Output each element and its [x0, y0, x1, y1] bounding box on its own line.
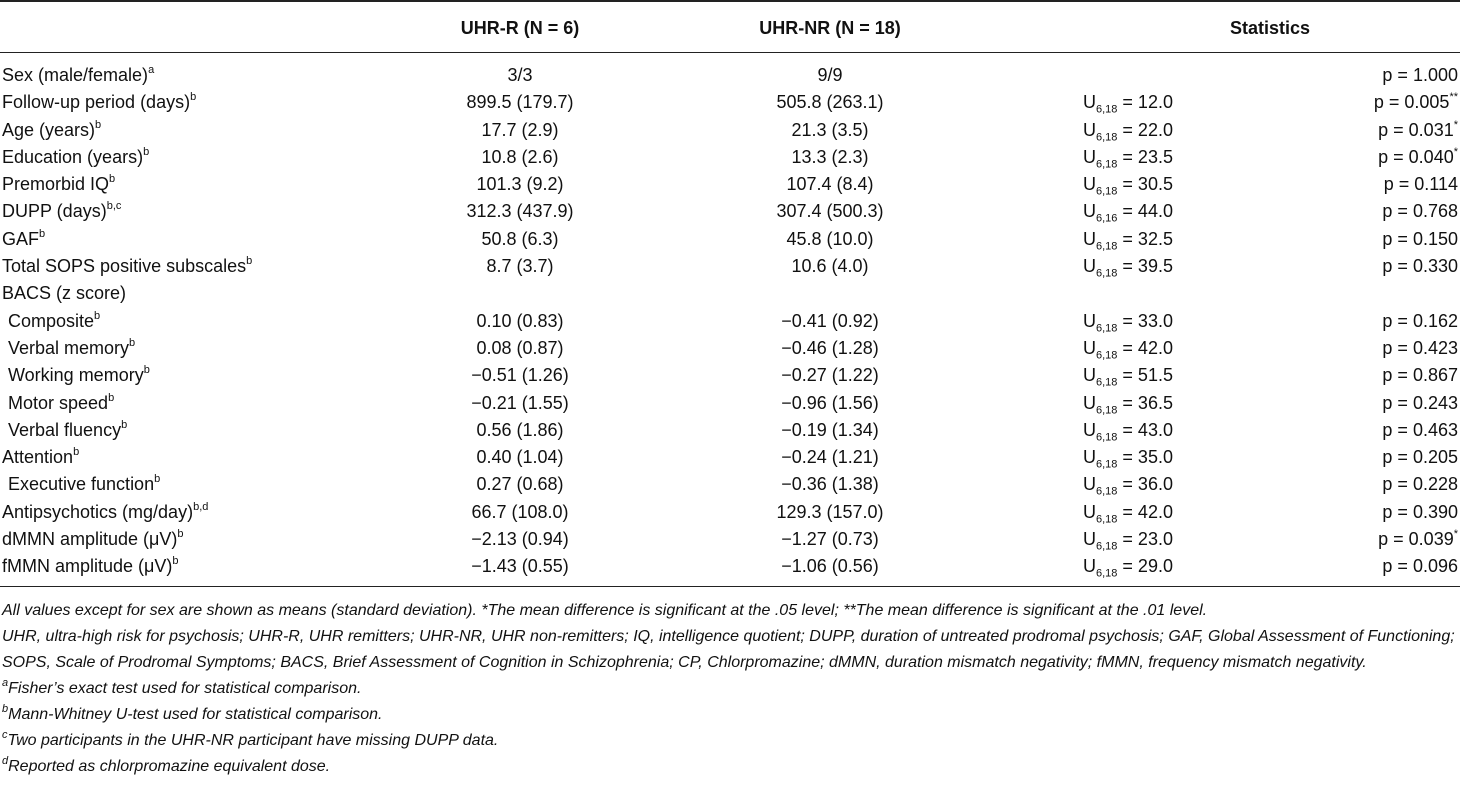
cell-u-statistic	[1083, 171, 1173, 198]
u-value: = 30.5	[1117, 174, 1173, 195]
u-symbol: U	[1083, 501, 1096, 522]
row-label-footnote-mark: b	[39, 227, 46, 240]
u-degrees: 6,18	[1096, 458, 1118, 471]
p-significance-mark: *	[1453, 528, 1458, 541]
cell-uhr-r: 10.8 (2.6)	[481, 146, 559, 167]
row-label-footnote-mark: b	[121, 418, 128, 431]
p-value-text: p = 1.000	[1382, 65, 1458, 85]
row-label-footnote-mark: b	[95, 118, 102, 131]
table-row	[0, 89, 1460, 116]
u-degrees: 6,18	[1096, 240, 1118, 253]
p-value-text: p = 0.114	[1383, 174, 1458, 195]
row-label-text: Follow-up period (days)	[2, 92, 191, 113]
row-label-footnote-mark: b	[154, 473, 161, 486]
u-degrees: 6,18	[1096, 567, 1118, 580]
header-uhr-r: UHR-R (N = 6)	[460, 18, 580, 38]
u-value: = 12.0	[1117, 92, 1173, 113]
cell-uhr-r: 0.27 (0.68)	[476, 474, 564, 495]
table-row	[0, 62, 1460, 89]
table-row	[0, 253, 1460, 280]
row-label-footnote-mark: b	[129, 336, 136, 349]
cell-p-value	[1382, 362, 1458, 389]
u-value: = 36.0	[1117, 474, 1173, 495]
row-label-footnote-mark: b,c	[106, 200, 122, 213]
bottom-rule	[0, 586, 1460, 587]
row-label-text: Premorbid IQ	[2, 174, 110, 195]
cell-p-value	[1378, 144, 1458, 171]
cell-p-value	[1382, 62, 1458, 89]
row-label-text: Age (years)	[2, 119, 96, 140]
row-label	[2, 553, 179, 580]
footnote	[2, 676, 1458, 702]
p-value-text: p = 0.390	[1382, 501, 1458, 522]
row-label	[2, 226, 45, 253]
row-label	[8, 362, 150, 389]
row-label-text: Total SOPS positive subscales	[2, 256, 247, 277]
cell-u-statistic	[1083, 526, 1173, 553]
u-value: = 42.0	[1117, 501, 1173, 522]
u-symbol: U	[1083, 447, 1096, 468]
cell-uhr-r: 899.5 (179.7)	[466, 92, 574, 113]
cell-u-statistic	[1083, 253, 1173, 280]
table-row	[0, 117, 1460, 144]
p-value-text: p = 0.463	[1382, 419, 1458, 440]
row-label-footnote-mark: b	[143, 145, 150, 158]
cell-p-value	[1382, 308, 1458, 335]
row-label-text: Attention	[2, 447, 74, 468]
cell-u-statistic	[1083, 144, 1173, 171]
cell-uhr-r: 8.7 (3.7)	[486, 256, 554, 277]
cell-uhr-nr: −0.24 (1.21)	[781, 447, 879, 468]
row-label-text: BACS (z score)	[2, 283, 127, 304]
u-value: = 22.0	[1117, 119, 1173, 140]
cell-uhr-nr: 307.4 (500.3)	[776, 201, 884, 222]
footnote	[2, 754, 1458, 780]
u-symbol: U	[1083, 392, 1096, 413]
table-row	[0, 417, 1460, 444]
u-degrees: 6,18	[1096, 322, 1118, 335]
table-notes	[2, 598, 1458, 780]
table-row	[0, 144, 1460, 171]
u-degrees: 6,16	[1096, 213, 1118, 226]
footnote-text: Two participants in the UHR-NR participant have missing DUPP data.	[7, 732, 499, 749]
row-label-text: Education (years)	[2, 146, 144, 167]
cell-u-statistic	[1083, 89, 1173, 116]
row-label-text: GAF	[2, 228, 40, 249]
row-label-footnote-mark: b	[172, 555, 179, 568]
row-label	[2, 526, 184, 553]
cell-u-statistic	[1083, 444, 1173, 471]
table-row	[0, 362, 1460, 389]
cell-uhr-r: 0.40 (1.04)	[476, 447, 564, 468]
u-degrees: 6,18	[1096, 431, 1118, 444]
u-degrees: 6,18	[1096, 513, 1118, 526]
cell-uhr-r: 17.7 (2.9)	[481, 119, 559, 140]
p-significance-mark: *	[1453, 145, 1458, 158]
row-label-footnote-mark: b	[143, 364, 150, 377]
cell-u-statistic	[1083, 335, 1173, 362]
cell-u-statistic	[1083, 198, 1173, 225]
cell-u-statistic	[1083, 362, 1173, 389]
table-row	[0, 526, 1460, 553]
row-label	[2, 198, 121, 225]
cell-uhr-r: −0.21 (1.55)	[471, 392, 569, 413]
cell-uhr-nr: −0.41 (0.92)	[781, 310, 879, 331]
cell-uhr-r: 0.08 (0.87)	[476, 337, 564, 358]
row-label	[2, 117, 101, 144]
u-degrees: 6,18	[1096, 349, 1118, 362]
u-degrees: 6,18	[1096, 404, 1118, 417]
u-symbol: U	[1083, 529, 1096, 550]
footnote	[2, 702, 1458, 728]
u-value: = 42.0	[1117, 337, 1173, 358]
u-symbol: U	[1083, 92, 1096, 113]
row-label-text: dMMN amplitude (μV)	[2, 529, 178, 550]
p-value-text: p = 0.205	[1382, 447, 1458, 468]
u-symbol: U	[1083, 174, 1096, 195]
top-rule	[0, 0, 1460, 2]
footnote-text: Fisher’s exact test used for statistical comparison.	[8, 680, 362, 697]
cell-uhr-r: 0.56 (1.86)	[476, 419, 564, 440]
u-symbol: U	[1083, 256, 1096, 277]
cell-uhr-r: 66.7 (108.0)	[471, 501, 569, 522]
footnote	[2, 728, 1458, 754]
table-row	[0, 444, 1460, 471]
row-label	[8, 308, 100, 335]
p-value-text: p = 0.150	[1382, 228, 1458, 249]
cell-uhr-nr: 129.3 (157.0)	[776, 501, 884, 522]
cell-u-statistic	[1083, 308, 1173, 335]
u-value: = 23.5	[1117, 146, 1173, 167]
cell-uhr-nr: −0.36 (1.38)	[781, 474, 879, 495]
row-label-footnote-mark: b	[94, 309, 101, 322]
p-value-text: p = 0.228	[1382, 474, 1458, 495]
table-row	[0, 553, 1460, 580]
row-label-footnote-mark: b	[109, 173, 116, 186]
row-label-text: fMMN amplitude (μV)	[2, 556, 173, 577]
row-label	[2, 62, 154, 89]
cell-p-value	[1382, 390, 1458, 417]
row-label-text: Verbal fluency	[8, 419, 122, 440]
row-label	[2, 89, 196, 116]
u-value: = 33.0	[1117, 310, 1173, 331]
cell-uhr-nr: −0.46 (1.28)	[781, 337, 879, 358]
cell-uhr-nr: 9/9	[817, 65, 843, 85]
table-row	[0, 280, 1460, 307]
header-uhr-nr: UHR-NR (N = 18)	[759, 18, 901, 38]
p-value-text: p = 0.423	[1382, 337, 1458, 358]
u-degrees: 6,18	[1096, 540, 1118, 553]
table-body	[0, 62, 1460, 581]
cell-p-value	[1384, 171, 1458, 198]
u-symbol: U	[1083, 474, 1096, 495]
row-label-text: Composite	[8, 310, 95, 331]
table-row	[0, 171, 1460, 198]
u-symbol: U	[1083, 201, 1096, 222]
header-rule	[0, 52, 1460, 53]
note-abbreviations: UHR, ultra-high risk for psychosis; UHR-R, UHR remitters; UHR-NR, UHR non-remitters; IQ, intelligence quotient; DUPP, duration of untreated prodromal psychosis; GAF, Global Assessment of Functioning; SOPS, Scale of Prodromal Symptoms; BACS, Brief Assessment of Cognition in Schizophrenia; CP, Chlorpromazine; dMMN, duration mismatch negativity; fMMN, frequency mismatch negativity.	[2, 628, 1455, 671]
p-significance-mark: **	[1449, 91, 1458, 104]
cell-uhr-nr: 21.3 (3.5)	[791, 119, 869, 140]
row-label-footnote-mark: b	[108, 391, 115, 404]
u-value: = 23.0	[1117, 529, 1173, 550]
u-symbol: U	[1083, 419, 1096, 440]
row-label-footnote-mark: a	[148, 64, 155, 76]
u-value: = 44.0	[1117, 201, 1173, 222]
cell-uhr-nr: −0.19 (1.34)	[781, 419, 879, 440]
cell-p-value	[1382, 471, 1458, 498]
u-symbol: U	[1083, 310, 1096, 331]
row-label	[2, 171, 115, 198]
u-symbol: U	[1083, 228, 1096, 249]
u-value: = 35.0	[1117, 447, 1173, 468]
cell-u-statistic	[1083, 117, 1173, 144]
cell-uhr-nr: 505.8 (263.1)	[776, 92, 884, 113]
row-label	[8, 471, 160, 498]
row-label-text: Verbal memory	[8, 337, 130, 358]
cell-uhr-nr: −1.06 (0.56)	[781, 556, 879, 577]
cell-uhr-r: 50.8 (6.3)	[481, 228, 559, 249]
p-value-text: p = 0.162	[1382, 310, 1458, 331]
u-value: = 29.0	[1117, 556, 1173, 577]
u-degrees: 6,18	[1096, 267, 1118, 280]
cell-p-value	[1378, 526, 1458, 553]
p-value-text: p = 0.330	[1382, 256, 1458, 277]
cell-uhr-r: −2.13 (0.94)	[471, 529, 569, 550]
cell-uhr-nr: −0.27 (1.22)	[781, 365, 879, 386]
row-label-footnote-mark: b	[246, 255, 253, 268]
u-symbol: U	[1083, 119, 1096, 140]
footnote-text: Reported as chlorpromazine equivalent dose.	[8, 758, 331, 775]
row-label-footnote-mark: b	[177, 528, 184, 541]
cell-uhr-nr: 45.8 (10.0)	[786, 228, 874, 249]
cell-u-statistic	[1083, 553, 1173, 580]
row-label	[2, 280, 126, 307]
row-label	[8, 390, 114, 417]
cell-uhr-nr: 10.6 (4.0)	[791, 256, 869, 277]
table-row	[0, 198, 1460, 225]
u-symbol: U	[1083, 146, 1096, 167]
footnote-mark: b	[2, 702, 9, 715]
cell-uhr-r: 0.10 (0.83)	[476, 310, 564, 331]
header-statistics: Statistics	[1229, 18, 1311, 38]
p-value-text: p = 0.040	[1378, 146, 1454, 167]
cell-uhr-r: −0.51 (1.26)	[471, 365, 569, 386]
cell-p-value	[1382, 417, 1458, 444]
row-label-text: Sex (male/female)	[2, 65, 149, 85]
cell-uhr-r: −1.43 (0.55)	[471, 556, 569, 577]
u-value: = 32.5	[1117, 228, 1173, 249]
cell-uhr-r: 101.3 (9.2)	[476, 174, 564, 195]
p-value-text: p = 0.005	[1373, 92, 1450, 113]
cell-uhr-r: 312.3 (437.9)	[466, 201, 574, 222]
row-label	[2, 144, 149, 171]
cell-p-value	[1382, 444, 1458, 471]
cell-p-value	[1378, 117, 1458, 144]
u-value: = 36.5	[1117, 392, 1173, 413]
u-symbol: U	[1083, 337, 1096, 358]
footnote-text: Mann-Whitney U-test used for statistical comparison.	[8, 706, 383, 723]
cell-p-value	[1382, 335, 1458, 362]
cell-p-value	[1382, 226, 1458, 253]
u-degrees: 6,18	[1096, 158, 1118, 171]
cell-p-value	[1374, 89, 1458, 116]
row-label-footnote-mark: b	[190, 91, 197, 104]
u-symbol: U	[1083, 365, 1096, 386]
u-degrees: 6,18	[1096, 376, 1118, 389]
cell-uhr-nr: 107.4 (8.4)	[786, 174, 874, 195]
cell-uhr-nr: −0.96 (1.56)	[781, 392, 879, 413]
cell-u-statistic	[1083, 471, 1173, 498]
row-label	[8, 335, 135, 362]
table-row	[0, 499, 1460, 526]
footnote-list	[2, 676, 1458, 780]
row-label	[2, 444, 79, 471]
u-degrees: 6,18	[1096, 103, 1118, 116]
footnote-mark: d	[2, 754, 9, 767]
u-value: = 51.5	[1117, 365, 1173, 386]
u-degrees: 6,18	[1096, 131, 1118, 144]
cell-u-statistic	[1083, 390, 1173, 417]
cell-p-value	[1382, 499, 1458, 526]
row-label-text: Executive function	[8, 474, 155, 495]
table-row	[0, 308, 1460, 335]
footnote-mark: c	[2, 728, 8, 741]
cell-u-statistic	[1083, 226, 1173, 253]
table-row	[0, 335, 1460, 362]
row-label-text: Motor speed	[8, 392, 109, 413]
cell-p-value	[1382, 553, 1458, 580]
table-row	[0, 390, 1460, 417]
p-significance-mark: *	[1453, 118, 1458, 131]
row-label	[2, 499, 208, 526]
row-label-text: Antipsychotics (mg/day)	[2, 501, 194, 522]
row-label-text: DUPP (days)	[2, 201, 107, 222]
p-value-text: p = 0.096	[1382, 556, 1458, 577]
p-value-text: p = 0.039	[1378, 529, 1454, 550]
p-value-text: p = 0.768	[1382, 201, 1458, 222]
cell-p-value	[1382, 253, 1458, 280]
cell-uhr-nr: −1.27 (0.73)	[781, 529, 879, 550]
cell-u-statistic	[1083, 499, 1173, 526]
u-degrees: 6,18	[1096, 185, 1118, 198]
u-degrees: 6,18	[1096, 486, 1118, 499]
table-row	[0, 471, 1460, 498]
p-value-text: p = 0.031	[1378, 119, 1454, 140]
row-label-footnote-mark: b,d	[193, 500, 209, 513]
note-summary: All values except for sex are shown as means (standard deviation). *The mean difference is significant at the .05 level; **The mean difference is significant at the .01 level.	[2, 602, 1208, 619]
cell-p-value	[1382, 198, 1458, 225]
p-value-text: p = 0.867	[1382, 365, 1458, 386]
table-row	[0, 226, 1460, 253]
row-label-footnote-mark: b	[73, 446, 80, 459]
row-label	[2, 253, 252, 280]
u-value: = 43.0	[1117, 419, 1173, 440]
p-value-text: p = 0.243	[1382, 392, 1458, 413]
footnote-mark: a	[2, 676, 9, 689]
cell-uhr-nr: 13.3 (2.3)	[791, 146, 869, 167]
u-symbol: U	[1083, 556, 1096, 577]
cell-uhr-r: 3/3	[507, 65, 533, 85]
cell-u-statistic	[1083, 417, 1173, 444]
row-label	[8, 417, 127, 444]
row-label-text: Working memory	[8, 365, 144, 386]
u-value: = 39.5	[1117, 256, 1173, 277]
